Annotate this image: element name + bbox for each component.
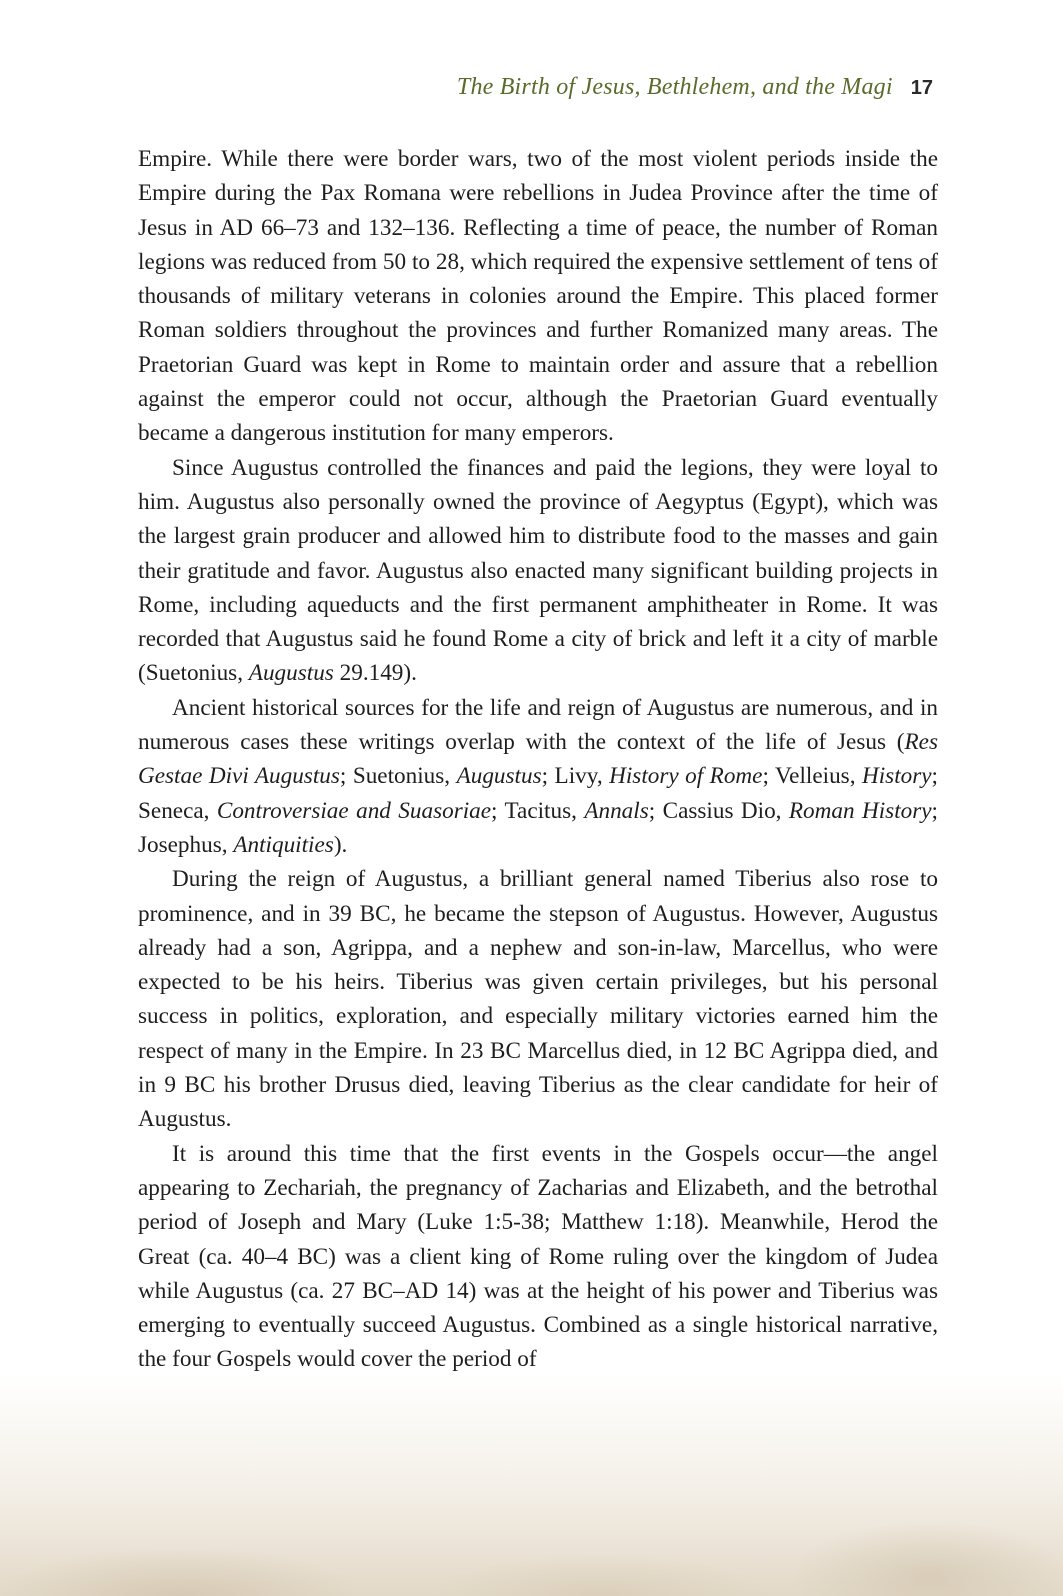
italic-citation: Augustus bbox=[248, 660, 334, 687]
italic-citation: History bbox=[861, 763, 932, 790]
paragraph-1 bbox=[138, 142, 938, 451]
paragraph-4 bbox=[138, 862, 938, 1136]
running-header bbox=[457, 74, 933, 101]
italic-citation: Res Gestae Divi Augustus bbox=[138, 729, 938, 790]
italic-citation: Controversiae and Suasoriae bbox=[216, 797, 492, 824]
decorative-parchment-texture bbox=[0, 1446, 1063, 1596]
paragraph-text: ). bbox=[333, 831, 348, 858]
paragraph-text: ; Suetonius, bbox=[339, 763, 457, 790]
italic-citation: Antiquities bbox=[233, 831, 334, 858]
paragraph-3 bbox=[138, 691, 938, 862]
paragraph-text: ; Livy, bbox=[541, 763, 610, 790]
paragraph-text: Empire. While there were border wars, two of the most violent periods inside the Empire during the Pax Romana were rebellions in Judea Province after the time of Jesus in AD 66–73 and 132–136. Reflecting a time of peace, the number of Roman legions was reduced from 50 to 28, which required the expensive settlement of tens of thousands of military veterans in colonies around the Empire. This placed former Roman soldiers throughout the provinces and further Romanized many areas. The Praetorian Guard was kept in Rome to maintain order and assure that a rebellion against the emperor could not occur, although the Praetorian Guard eventually became a dangerous institution for many emperors. bbox=[138, 146, 938, 447]
paragraph-text: ; Tacitus, bbox=[491, 797, 585, 824]
page-number: 17 bbox=[910, 77, 933, 99]
paragraph-text: Since Augustus controlled the finances and paid the legions, they were loyal to him. Augustus also personally owned the province of Aegyptus (Egypt), which was the largest grain producer and allowed him to distribute food to the masses and gain their gratitude and favor. Augustus also enacted many significant building projects in Rome, including aqueducts and the first permanent amphitheater in Rome. It was recorded that Augustus said he found Rome a city of brick and left it a city of marble (Suetonius, bbox=[138, 454, 938, 687]
italic-citation: Augustus bbox=[456, 763, 542, 790]
paragraph-text: Ancient historical sources for the life and reign of Augustus are numerous, and in numerous cases these writings overlap with the context of the life of Jesus ( bbox=[138, 694, 938, 756]
paragraph-5 bbox=[138, 1137, 938, 1377]
paragraph-2 bbox=[138, 451, 938, 691]
paragraph-text: ; Cassius Dio, bbox=[648, 797, 789, 824]
paragraph-text: During the reign of Augustus, a brilliant general named Tiberius also rose to prominence, and in 39 BC, he became the stepson of Augustus. However, Augustus already had a son, Agrippa, and a nephew and son-in-law, Marcellus, who were expected to be his heirs. Tiberius was given certain privileges, but his personal success in politics, exploration, and especially military victories earned him the respect of many in the Empire. In 23 BC Marcellus died, in 12 BC Agrippa died, and in 9 BC his brother Drusus died, leaving Tiberius as the clear candidate for heir of Augustus. bbox=[138, 866, 938, 1133]
running-title: The Birth of Jesus, Bethlehem, and the Magi bbox=[456, 74, 893, 100]
italic-citation: History of Rome bbox=[609, 763, 763, 790]
italic-citation: Roman History bbox=[788, 797, 932, 824]
paragraph-text: ; Josephus, bbox=[138, 797, 938, 858]
italic-citation: Annals bbox=[584, 797, 649, 824]
paragraph-text: 29.149). bbox=[333, 660, 417, 687]
body-text bbox=[138, 142, 938, 1377]
paragraph-text: ; Seneca, bbox=[138, 763, 938, 824]
paragraph-text: It is around this time that the first events in the Gospels occur—the angel appearing to Zechariah, the pregnancy of Zacharias and Elizabeth, and the betrothal period of Joseph and Mary (Luke 1:5-38; Matthew 1:18). Meanwhile, Herod the Great (ca. 40–4 BC) was a client king of Rome ruling over the kingdom of Judea while Augustus (ca. 27 BC–AD 14) was at the height of his power and Tiberius was emerging to eventually succeed Augustus. Combined as a single historical narrative, the four Gospels would cover the period of bbox=[138, 1140, 938, 1373]
paragraph-text: ; Velleius, bbox=[762, 763, 862, 790]
